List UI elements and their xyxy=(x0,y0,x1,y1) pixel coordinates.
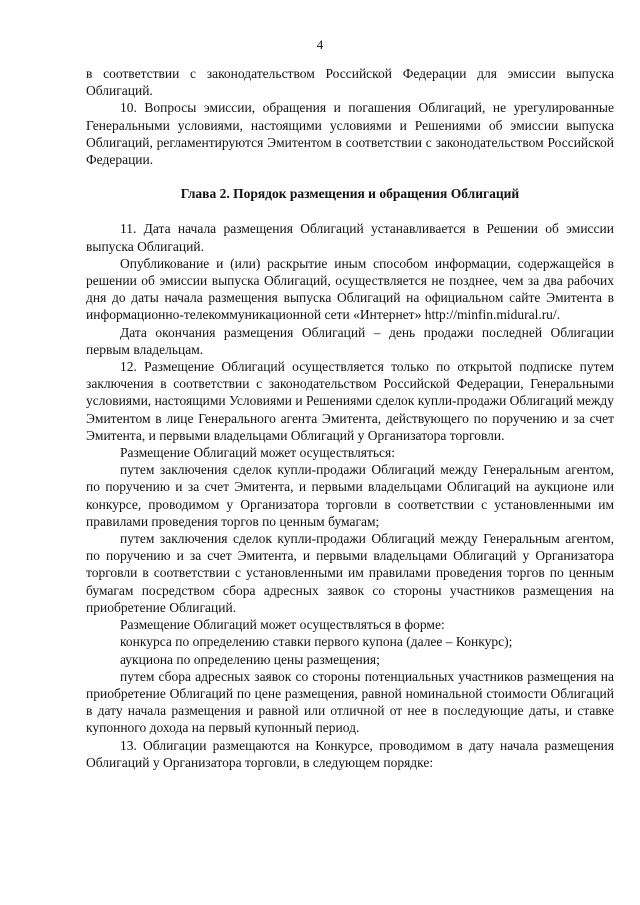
document-body xyxy=(86,65,614,771)
paragraph: Дата окончания размещения Облигаций – день продажи последней Облигации первым владельцам. xyxy=(86,324,614,357)
paragraph: Опубликование и (или) раскрытие иным способом информации, содержащейся в решении об эмиссии выпуска Облигаций, осуществляется не позднее, чем за два рабочих дня до даты начала размещения выпуска Облигаций на официальном сайте Эмитента в информационно-телекоммуникационной сети «Интернет» http://minfin.midural.ru/. xyxy=(86,255,614,323)
paragraph: аукциона по определению цены размещения; xyxy=(120,651,380,667)
chapter-title: Глава 2. Порядок размещения и обращения Облигаций xyxy=(180,186,520,202)
paragraph: путем заключения сделок купли-продажи Облигаций между Генеральным агентом, по поручению и за счет Эмитента, и первыми владельцами Облигаций у Организатора торговли в соответствии с установленными им правилами проведения торгов по ценным бумагам посредством сбора адресных заявок со стороны участников размещения на приобретение Облигаций. xyxy=(86,531,614,615)
paragraphs-after-chapter xyxy=(86,220,614,771)
paragraph: 13. Облигации размещаются на Конкурсе, проводимом в дату начала размещения Облигаций у Организатора торговли, в следующем порядке: xyxy=(86,737,614,770)
paragraph: 10. Вопросы эмиссии, обращения и погашения Облигаций, не урегулированные Генеральными условиями, настоящими условиями и Решениями об эмиссии выпуска Облигаций, регламентируются Эмитентом в соответствии с законодательством Российской Федерации. xyxy=(86,100,614,168)
paragraph: в соответствии с законодательством Российской Федерации для эмиссии выпуска Облигаций. xyxy=(86,66,614,99)
paragraph: 12. Размещение Облигаций осуществляется только по открытой подписке путем заключения в соответствии с законодательством Российской Федерации, Генеральными условиями, настоящими Условиями и Решениями сделок купли-продажи Облигаций между Эмитентом в лице Генерального агента Эмитента, действующего по поручению и за счет Эмитента, и первыми владельцами Облигаций у Организатора торговли. xyxy=(86,359,614,443)
paragraph: 11. Дата начала размещения Облигаций устанавливается в Решении об эмиссии выпуска Облигаций. xyxy=(86,221,614,254)
paragraph: путем заключения сделок купли-продажи Облигаций между Генеральным агентом, по поручению и за счет Эмитента, и первыми владельцами Облигаций на аукционе или конкурсе, проводимом у Организатора торговли в соответствии с установленными им правилами проведения торгов по ценным бумагам; xyxy=(86,462,614,529)
paragraph: конкурса по определению ставки первого купона (далее – Конкурс); xyxy=(120,634,513,650)
paragraph: Размещение Облигаций может осуществляться: xyxy=(120,445,395,461)
paragraph: путем сбора адресных заявок со стороны потенциальных участников размещения на приобретение Облигаций по цене размещения, равной номинальной стоимости Облигаций в дату начала размещения и равной или отличной от нее в последующие даты, и ставке купонного дохода на первый купонный период. xyxy=(86,668,614,736)
page-number: 4 xyxy=(316,37,324,52)
paragraph: Размещение Облигаций может осуществляться в форме: xyxy=(120,617,445,633)
paragraphs-before-chapter xyxy=(86,65,614,168)
